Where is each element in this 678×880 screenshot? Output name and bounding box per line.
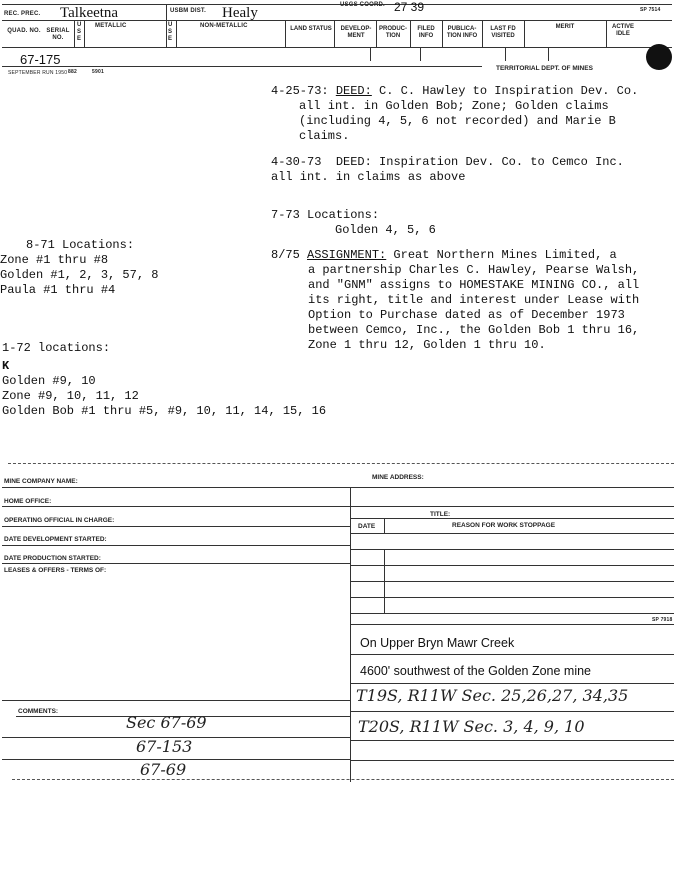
block1-title: 8-71 Locations: [26,238,135,252]
metallic-label: METALLIC [95,23,127,29]
metallic-code-2: S [77,29,82,35]
entry4-line-3: its right, title and interest under Lease with [308,293,640,307]
location-line-1: On Upper Bryn Mawr Creek [360,636,515,650]
mine-address-label: MINE ADDRESS: [372,474,424,481]
date-development-label: DATE DEVELOPMENT STARTED: [4,536,107,543]
handwritten-comment-3: 67-69 [140,760,187,779]
code-2: 5901 [92,69,104,75]
entry3-date: 7-73 [271,208,300,222]
status-col-active: ACTIVE IDLE [611,24,634,37]
nonmetallic-code-2: S [168,29,173,35]
block2-line-2: Golden #9, 10 [2,374,96,388]
usgs-coord-label: USGS COORD. [340,2,385,8]
territorial-dept: TERRITORIAL DEPT. OF MINES [496,65,593,72]
entry1-first: C. C. Hawley to Inspiration Dev. Co. [371,84,639,98]
nonmetallic-label: NON-METALLIC [200,23,248,29]
rec-prec-label: REC. PREC. [4,11,41,17]
entry1-line-1: all int. in Golden Bob; Zone; Golden claims [299,99,609,113]
status-col-land: LAND STATUS [290,26,332,32]
entry3-label: Locations: [307,208,380,222]
block2-title: 1-72 locations: [2,341,111,355]
block1-line-2: Golden #1, 2, 3, 57, 8 [0,268,159,282]
entry3-line-1: Golden 4, 5, 6 [335,223,436,237]
ink-blot [646,44,672,70]
handwritten-sec-line-1: T19S, R11W Sec. 25,26,27, 34,35 [356,686,629,705]
entry4-line-4: Option to Purchase dated as of December 1973 [308,308,625,322]
entry4-line-1: a partnership Charles C. Hawley, Pearse Walsh, [308,263,640,277]
entry1-label: DEED: [335,84,372,98]
note-entry-1 [271,84,638,144]
code-1: 882 [68,69,77,75]
handwritten-sec-line-2: T20S, R11W Sec. 3, 4, 9, 10 [358,717,585,736]
date-col-label: DATE [358,523,376,530]
location-line-2: 4600' southwest of the Golden Zone mine [360,664,592,678]
block1-line-3: Paula #1 thru #4 [0,283,116,297]
entry2-label: DEED: [335,155,372,169]
block2-line-3: Zone #9, 10, 11, 12 [2,389,139,403]
quad-label: QUAD. NO. [7,28,41,34]
status-col-filed: FILED INFO [417,26,435,39]
entry2-line-1: all int. in claims as above [271,170,466,184]
reason-col-label: REASON FOR WORK STOPPAGE [452,522,556,529]
status-col-development: DEVELOP-MENT [340,26,372,39]
mine-company-label: MINE COMPANY NAME: [4,478,78,485]
note-entry-3 [271,208,436,238]
operating-official-label: OPERATING OFFICIAL IN CHARGE: [4,517,115,524]
block2-line-4: Golden Bob #1 thru #5, #9, 10, 11, 14, 15, 16 [2,404,327,418]
left-notes-block-1 [0,238,158,298]
status-col-production: PRODUC-TION [379,26,407,39]
entry1-line-2: (including 4, 5, 6 not recorded) and Marie B [299,114,616,128]
form-number-2: SP 7918 [652,617,673,623]
quad-value: 67-175 [20,52,61,67]
handwritten-comment-1: Sec 67-69 [126,713,207,732]
status-col-last-visited: LAST FD VISITED [490,26,516,39]
entry4-label: ASSIGNMENT: [307,248,387,262]
note-entry-4 [271,248,639,353]
entry2-first: Inspiration Dev. Co. to Cemco Inc. [371,155,624,169]
small-print: SEPTEMBER RUN 1950 [8,70,68,76]
entry4-line-5: between Cemco, Inc., the Golden Bob 1 thru 16, [308,323,640,337]
date-production-label: DATE PRODUCTION STARTED: [4,555,101,562]
entry4-date: 8/75 [271,248,300,262]
nonmetallic-code-1: U [168,22,173,28]
rec-prec-value: Talkeetna [60,5,119,21]
status-col-merit: MERIT [555,24,575,30]
block2-line-1: K [2,359,10,373]
serial-label: SERIAL NO. [46,28,70,41]
entry4-line-6: Zone 1 thru 12, Golden 1 thru 10. [308,338,546,352]
left-notes-block-2 [2,341,326,419]
home-office-label: HOME OFFICE: [4,498,52,505]
metallic-code-1: U [77,22,82,28]
form-number: SP 7514 [640,7,661,13]
title-label: TITLE: [430,511,451,518]
block1-line-1: Zone #1 thru #8 [0,253,109,267]
nonmetallic-code-3: E [168,36,173,42]
leases-label: LEASES & OFFERS - TERMS OF: [4,567,107,574]
status-col-publication: PUBLICA-TION INFO [446,26,478,39]
note-entry-2 [271,155,624,185]
usbm-dist-value: Healy [222,5,258,21]
usgs-coord-value: 27 39 [394,0,425,14]
metallic-code-3: E [77,36,82,42]
entry2-date: 4-30-73 [271,155,322,169]
entry1-date: 4-25-73: [271,84,329,98]
comments-label: COMMENTS: [18,708,59,715]
entry4-first: Great Northern Mines Limited, a [386,248,617,262]
usbm-dist-label: USBM DIST. [170,8,207,14]
handwritten-comment-2: 67-153 [136,737,193,756]
entry1-line-3: claims. [299,129,350,143]
entry4-line-2: and "GNM" assigns to HOMESTAKE MINING CO., all [308,278,640,292]
